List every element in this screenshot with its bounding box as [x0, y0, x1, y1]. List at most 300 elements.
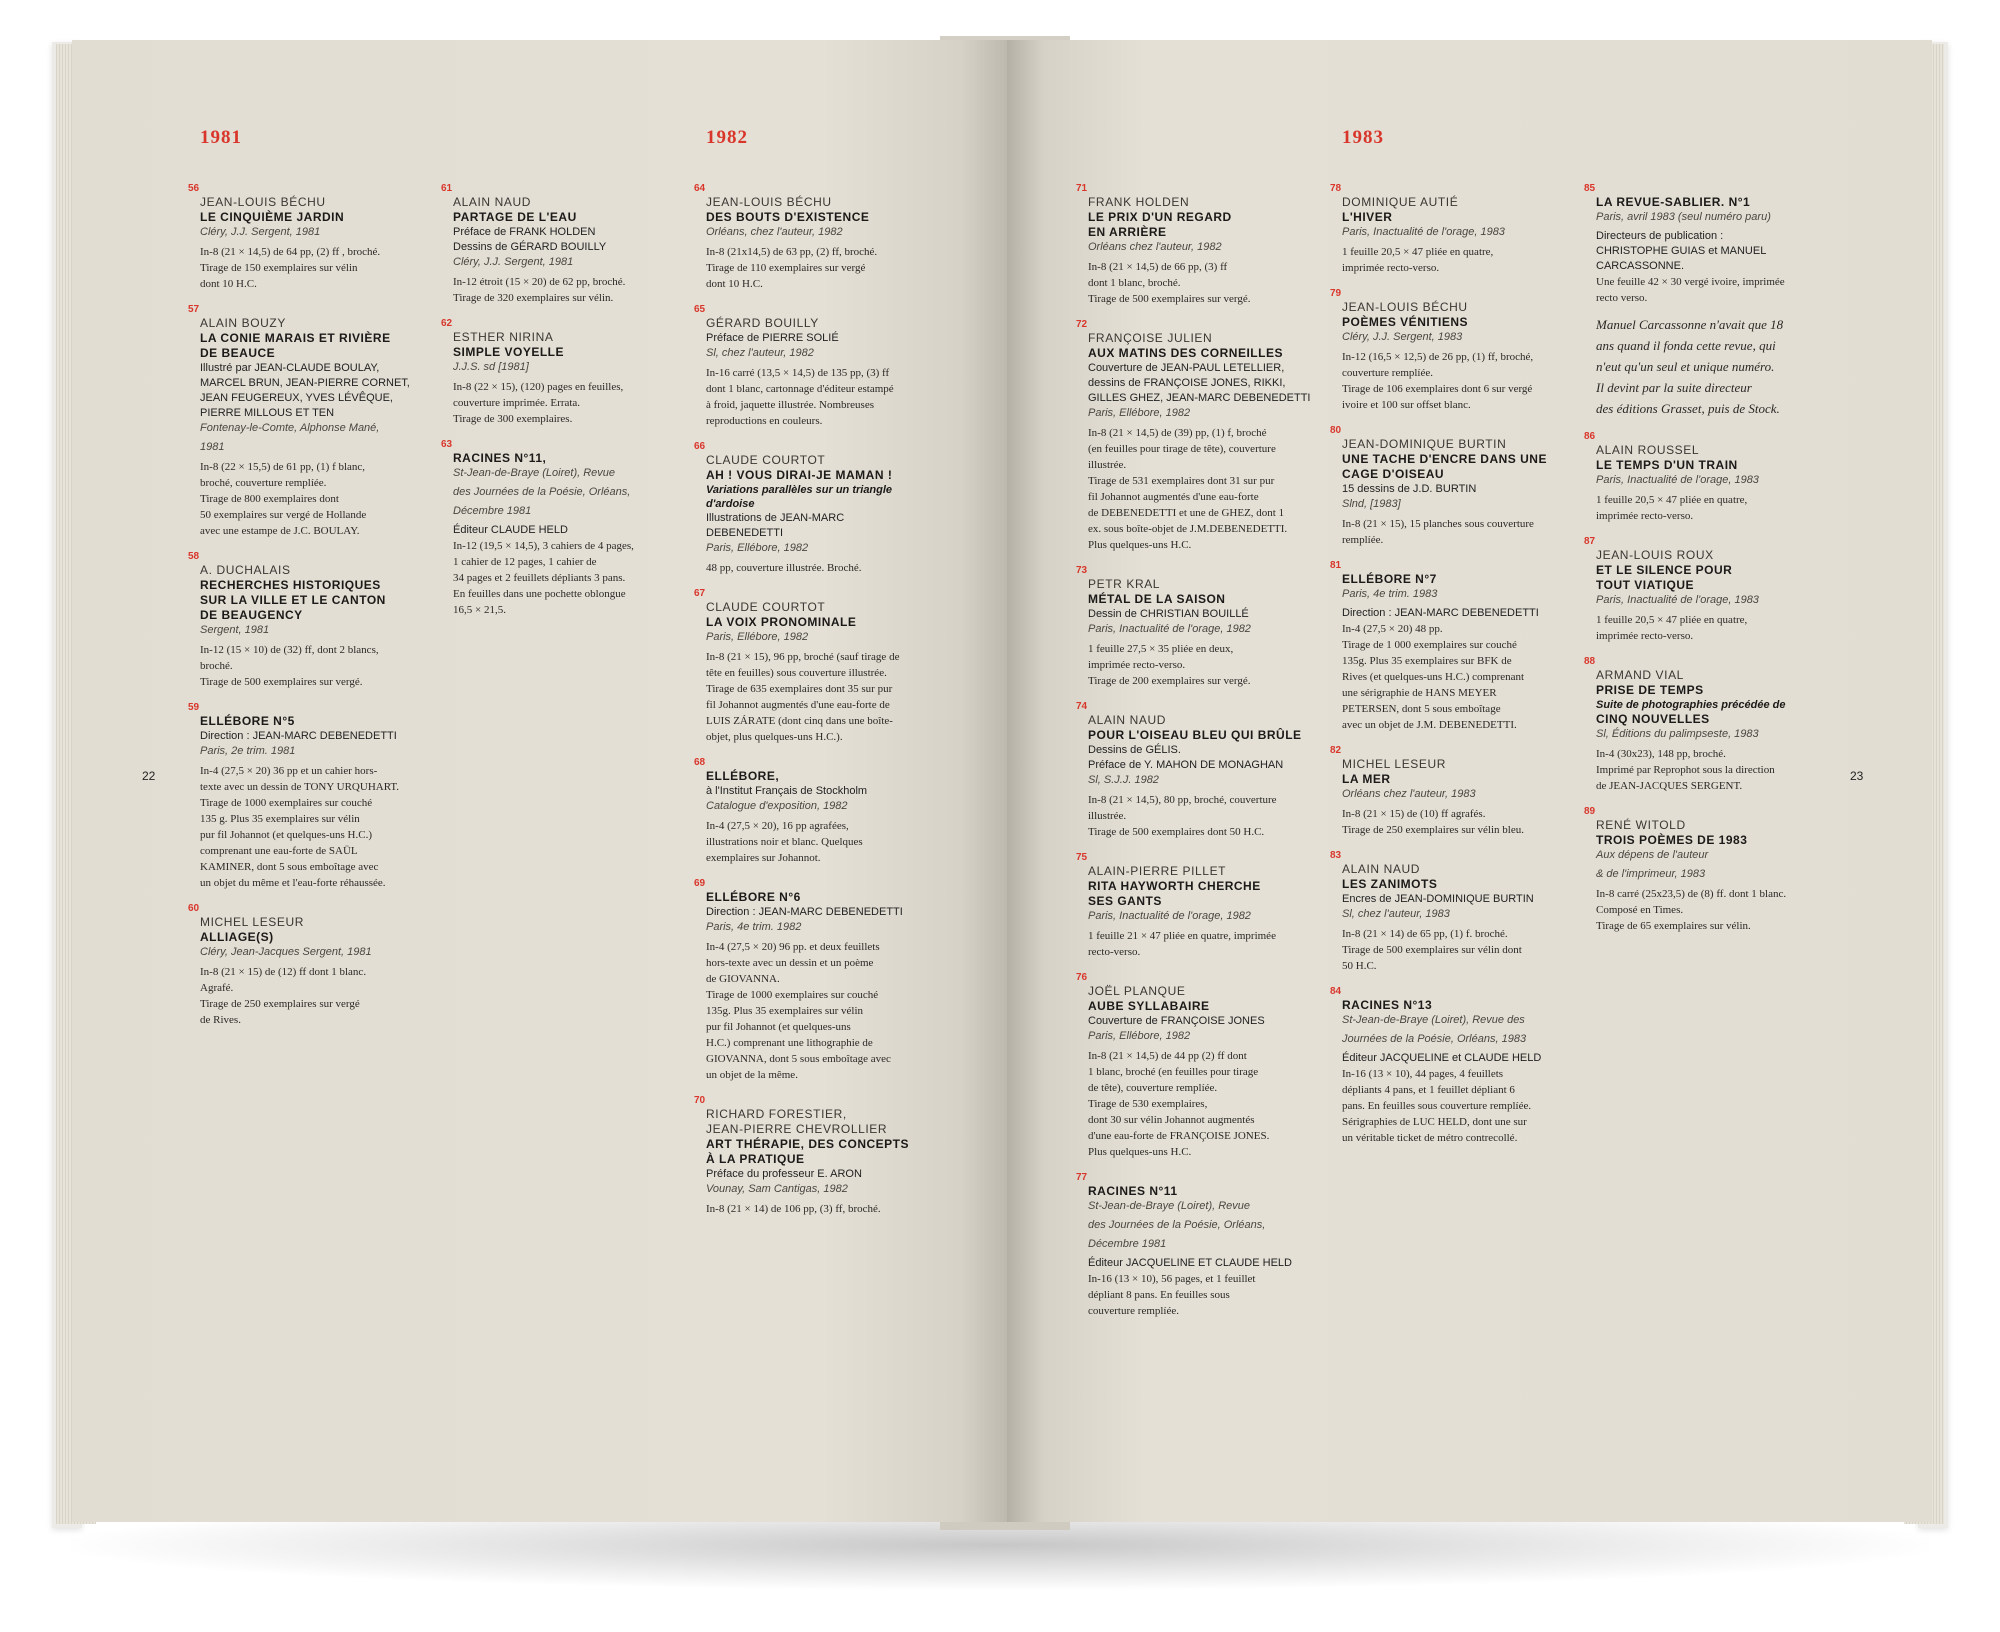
- entry-description: 50 exemplaires sur vergé de Hollande: [200, 509, 367, 521]
- catalogue-entry: [694, 588, 946, 745]
- entry-number: 69: [694, 878, 706, 889]
- entry-title: AUBE SYLLABAIRE: [1088, 999, 1210, 1013]
- entry-note-line: n'eut qu'un seul et unique numéro.: [1596, 359, 1775, 374]
- entry-number: 89: [1584, 806, 1596, 817]
- entry-description: 1 blanc, broché (en feuilles pour tirage: [1088, 1066, 1259, 1078]
- entry-note: [1596, 314, 1836, 419]
- entry-title: POUR L'OISEAU BLEU QUI BRÛLE: [1088, 728, 1302, 742]
- entry-description: In-8 (21 × 14,5) de (39) pp, (1) f, broché: [1088, 427, 1267, 439]
- entry-description: remplíée.: [1342, 534, 1384, 546]
- entry-credit: dessins de FRANÇOISE JONES, RIKKI,: [1088, 377, 1286, 389]
- entry-title: RECHERCHES HISTORIQUES: [200, 578, 381, 592]
- catalogue-entry: [694, 757, 946, 866]
- page-number-right: 23: [1850, 769, 1864, 783]
- entry-description: 135g. Plus 35 exemplaires sur BFK de: [1342, 655, 1512, 667]
- entry-author: DOMINIQUE AUTIÉ: [1342, 195, 1459, 209]
- entry-author: FRANK HOLDEN: [1088, 195, 1190, 209]
- entry-description: Tirage de 1 000 exemplaires sur couché: [1342, 639, 1517, 651]
- year-heading-1983: 1983: [1342, 127, 1384, 148]
- entry-description: In-8 (21 × 15) de (12) ff dont 1 blanc.: [200, 966, 367, 978]
- entry-description: Tirage de 110 exemplaires sur vergé: [706, 262, 866, 274]
- entry-number: 67: [694, 588, 706, 599]
- entry-credit: CARCASSONNE.: [1596, 260, 1685, 272]
- entry-title: SES GANTS: [1088, 894, 1162, 908]
- catalogue-entry: [1584, 656, 1836, 794]
- entry-description: In-8 (22 × 15,5) de 61 pp, (1) f blanc,: [200, 461, 366, 473]
- entry-subtitle: d'ardoise: [706, 498, 755, 510]
- entry-description: Tirage de 531 exemplaires dont 31 sur pur: [1088, 475, 1275, 487]
- entry-publication: Sl, chez l'auteur, 1983: [1342, 908, 1450, 920]
- entry-number: 88: [1584, 656, 1596, 667]
- entry-number: 60: [188, 903, 200, 914]
- entry-credit: GILLES GHEZ, JEAN-MARC DEBENEDETTI: [1088, 392, 1311, 404]
- entry-title: LA CONIE MARAIS ET RIVIÈRE: [200, 331, 391, 345]
- entry-author: MICHEL LESEUR: [1342, 757, 1447, 771]
- entry-number: 66: [694, 441, 706, 452]
- entry-publication: Paris, Inactualité de l'orage, 1982: [1088, 910, 1251, 922]
- catalogue-entry: [1330, 986, 1582, 1146]
- entry-description: In-4 (27,5 × 20) 36 pp et un cahier hors-: [200, 765, 378, 777]
- entry-description: reproductions en couleurs.: [706, 415, 823, 427]
- entry-title: TOUT VIATIQUE: [1596, 578, 1695, 592]
- entry-number: 77: [1076, 1172, 1088, 1183]
- entry-description: imprimée recto-verso.: [1088, 659, 1186, 671]
- entry-title: LE PRIX D'UN REGARD: [1088, 210, 1232, 224]
- entry-description: Tirage de 150 exemplaires sur vélin: [200, 262, 358, 274]
- page-number-left: 22: [142, 769, 156, 783]
- entry-credit: à l'Institut Français de Stockholm: [706, 785, 868, 797]
- column-6: [1584, 183, 1836, 946]
- entry-description: 135g. Plus 35 exemplaires sur vélin: [706, 1005, 864, 1017]
- entry-description: In-12 (19,5 × 14,5), 3 cahiers de 4 pages,: [453, 540, 634, 552]
- column-4: [1076, 183, 1328, 1331]
- catalogue-entry: [1584, 431, 1836, 524]
- entry-publication: Sl, Éditions du palimpseste, 1983: [1596, 728, 1759, 740]
- entry-description: recto-verso.: [1088, 946, 1141, 958]
- entry-author: PETR KRAL: [1088, 577, 1161, 591]
- catalogue-entry: [1330, 425, 1582, 548]
- entry-description: Tirage de 1000 exemplaires sur couché: [706, 989, 879, 1001]
- entry-description: KAMINER, dont 5 sous emboîtage avec: [200, 861, 379, 873]
- entry-author: ALAIN ROUSSEL: [1596, 443, 1700, 457]
- entry-description: 1 cahier de 12 pages, 1 cahier de: [453, 556, 597, 568]
- entry-publication: Paris, 2e trim. 1981: [200, 745, 296, 757]
- entry-description: couverture imprimée. Errata.: [453, 397, 581, 409]
- entry-publication: des Journées de la Poésie, Orléans,: [1088, 1219, 1266, 1231]
- entry-publication: Paris, Inactualité de l'orage, 1982: [1088, 623, 1251, 635]
- entry-description: In-12 (15 × 10) de (32) ff, dont 2 blancs,: [200, 644, 379, 656]
- entry-credit: MARCEL BRUN, JEAN-PIERRE CORNET,: [200, 377, 410, 389]
- entry-author: JEAN-PIERRE CHEVROLLIER: [706, 1122, 888, 1136]
- entry-title: ELLÉBORE N°7: [1342, 572, 1437, 586]
- entry-title: AH ! VOUS DIRAI-JE MAMAN !: [706, 468, 893, 482]
- catalogue-entry: [1076, 319, 1328, 553]
- entry-title: POÈMES VÉNITIENS: [1342, 315, 1469, 329]
- entry-description: exemplaires sur Johannot.: [706, 852, 821, 864]
- entry-description: Tirage de 500 exemplaires sur vergé.: [1088, 293, 1251, 305]
- entry-description: d'une eau-forte de FRANÇOISE JONES.: [1088, 1130, 1270, 1142]
- entry-author: RICHARD FORESTIER,: [706, 1107, 847, 1121]
- catalogue-entry: [188, 903, 440, 1028]
- entry-title: LA MER: [1342, 772, 1391, 786]
- entry-title: CAGE D'OISEAU: [1342, 467, 1445, 481]
- entry-description: Imprimé par Reprophot sous la direction: [1596, 764, 1775, 776]
- entry-credit: Direction : JEAN-MARC DEBENEDETTI: [200, 730, 397, 742]
- entry-title: EN ARRIÈRE: [1088, 225, 1167, 239]
- entry-description: de Rives.: [200, 1014, 241, 1026]
- entry-description: In-4 (27,5 × 20) 48 pp.: [1342, 623, 1443, 635]
- entry-description: Plus quelques-uns H.C.: [1088, 1146, 1192, 1158]
- entry-description: Sérigraphies de LUC HELD, dont une sur: [1342, 1116, 1527, 1128]
- entry-description: illustrée.: [1088, 810, 1127, 822]
- entry-description: Tirage de 250 exemplaires sur vélin bleu.: [1342, 824, 1524, 836]
- entry-description: Tirage de 250 exemplaires sur vergé: [200, 998, 360, 1010]
- entry-credit: Préface du professeur E. ARON: [706, 1168, 862, 1180]
- entry-publication: Décembre 1981: [453, 505, 532, 517]
- entry-author: JEAN-DOMINIQUE BURTIN: [1342, 437, 1507, 451]
- entry-description: un objet du même et l'eau-forte réhaussée.: [200, 877, 386, 889]
- entry-credit: Dessin de CHRISTIAN BOUILLÉ: [1088, 608, 1249, 620]
- entry-description: H.C.) comprenant une lithographie de: [706, 1037, 873, 1049]
- entry-description: GIOVANNA, dont 5 sous emboîtage avec: [706, 1053, 891, 1065]
- catalogue-entry: [694, 441, 946, 576]
- entry-publication: Paris, 4e trim. 1982: [706, 921, 802, 933]
- catalogue-entry: [694, 304, 946, 429]
- entry-description: PETERSEN, dont 5 sous emboîtage: [1342, 703, 1501, 715]
- catalogue-entry: [1330, 745, 1582, 838]
- entry-description: de DEBENEDETTI et une de GHEZ, dont 1: [1088, 507, 1285, 519]
- entry-credit: Dessins de GÉLIS.: [1088, 744, 1181, 756]
- entry-credit: Illustrations de JEAN-MARC: [706, 512, 845, 524]
- entry-number: 56: [188, 183, 200, 194]
- entry-description: Tirage de 320 exemplaires sur vélin.: [453, 292, 614, 304]
- entry-description: In-4 (27,5 × 20) 96 pp. et deux feuillets: [706, 941, 880, 953]
- entry-description: imprimée recto-verso.: [1596, 630, 1694, 642]
- year-heading-1982: 1982: [706, 127, 748, 148]
- entry-author: JEAN-LOUIS BÉCHU: [1342, 300, 1468, 314]
- catalogue-entry: [1330, 288, 1582, 413]
- entry-publication: Décembre 1981: [1088, 1238, 1167, 1250]
- entry-publication: Orléans chez l'auteur, 1982: [1088, 241, 1222, 253]
- entry-description: In-8 (21 × 15), 15 planches sous couverture: [1342, 518, 1534, 530]
- entry-description: Tirage de 200 exemplaires sur vergé.: [1088, 675, 1251, 687]
- entry-author: MICHEL LESEUR: [200, 915, 305, 929]
- entry-author: CLAUDE COURTOT: [706, 600, 826, 614]
- entry-description: imprimée recto-verso.: [1596, 510, 1694, 522]
- entry-description: illustrations noir et blanc. Quelques: [706, 836, 863, 848]
- entry-description: 1 feuille 20,5 × 47 pliée en quatre,: [1596, 614, 1748, 626]
- entry-credit: Éditeur CLAUDE HELD: [453, 524, 568, 536]
- entry-note-line: Il devint par la suite directeur: [1596, 380, 1752, 395]
- entry-publication: Paris, 4e trim. 1983: [1342, 588, 1438, 600]
- entry-publication: Sl, chez l'auteur, 1982: [706, 347, 814, 359]
- entry-title: CINQ NOUVELLES: [1596, 712, 1710, 726]
- entry-title: PARTAGE DE L'EAU: [453, 210, 577, 224]
- entry-number: 83: [1330, 850, 1342, 861]
- entry-publication: Orléans chez l'auteur, 1983: [1342, 788, 1476, 800]
- catalogue-entry: [441, 318, 693, 427]
- entry-credit: JEAN FEUGEREUX, YVES LÉVÊQUE,: [200, 392, 393, 404]
- entry-title: TROIS POÈMES DE 1983: [1596, 833, 1748, 847]
- entry-description: objet, plus quelques-uns H.C.).: [706, 731, 843, 743]
- entry-description: broché.: [200, 660, 233, 672]
- entry-author: ALAIN-PIERRE PILLET: [1088, 864, 1227, 878]
- entry-description: Tirage de 106 exemplaires dont 6 sur vergé: [1342, 383, 1533, 395]
- entry-publication: Aux dépens de l'auteur: [1596, 849, 1709, 861]
- entry-number: 68: [694, 757, 706, 768]
- entry-title: L'HIVER: [1342, 210, 1393, 224]
- entry-publication: Cléry, J.J. Sergent, 1983: [1342, 331, 1463, 343]
- catalogue-entry: [1076, 565, 1328, 689]
- catalogue-entry: [1584, 536, 1836, 644]
- entry-title: RACINES N°11,: [453, 451, 547, 465]
- entry-description: dont 1 blanc, broché.: [1088, 277, 1181, 289]
- entry-title: DE BEAUGENCY: [200, 608, 303, 622]
- entry-number: 65: [694, 304, 706, 315]
- entry-publication: 1981: [200, 441, 225, 453]
- entry-title: PRISE DE TEMPS: [1596, 683, 1704, 697]
- entry-publication: Cléry, Jean-Jacques Sergent, 1981: [200, 946, 372, 958]
- entry-note-line: des éditions Grasset, puis de Stock.: [1596, 401, 1780, 416]
- entry-description: 1 feuille 27,5 × 35 pliée en deux,: [1088, 643, 1234, 655]
- entry-author: ARMAND VIAL: [1596, 668, 1684, 682]
- catalogue-entry: [188, 702, 440, 891]
- entry-description: texte avec un dessin de TONY URQUHART.: [200, 781, 400, 793]
- entry-author: FRANÇOISE JULIEN: [1088, 331, 1213, 345]
- entry-number: 85: [1584, 183, 1596, 194]
- entry-number: 63: [441, 439, 453, 450]
- entry-title: LA REVUE-SABLIER. N°1: [1596, 195, 1751, 209]
- entry-description: Tirage de 800 exemplaires dont: [200, 493, 339, 505]
- entry-description: une sérigraphie de HANS MEYER: [1342, 687, 1497, 699]
- entry-title: RACINES N°13: [1342, 998, 1433, 1012]
- entry-title: ET LE SILENCE POUR: [1596, 563, 1733, 577]
- entry-title: UNE TACHE D'ENCRE DANS UNE: [1342, 452, 1547, 466]
- entry-author: CLAUDE COURTOT: [706, 453, 826, 467]
- entry-description: de JEAN-JACQUES SERGENT.: [1596, 780, 1743, 792]
- entry-description: pur fil Johannot (et quelques-uns: [706, 1021, 851, 1033]
- entry-description: In-8 carré (25x23,5) de (8) ff. dont 1 blanc.: [1596, 888, 1787, 900]
- entry-description: couverture remplíée.: [1342, 367, 1434, 379]
- entry-author: ALAIN NAUD: [1088, 713, 1167, 727]
- entry-description: hors-texte avec un dessin et un poème: [706, 957, 874, 969]
- entry-description: un véritable ticket de métro contrecollé.: [1342, 1132, 1518, 1144]
- entry-description: Tirage de 300 exemplaires.: [453, 413, 573, 425]
- entry-description: 48 pp, couverture illustrée. Broché.: [706, 562, 862, 574]
- entry-description: couverture remplíée.: [1088, 1305, 1180, 1317]
- entry-publication: Cléry, J.J. Sergent, 1981: [453, 256, 574, 268]
- entry-description: 1 feuille 20,5 × 47 pliée en quatre,: [1342, 246, 1494, 258]
- entry-description: 1 feuille 21 × 47 pliée en quatre, imprimée: [1088, 930, 1276, 942]
- entry-title: RITA HAYWORTH CHERCHE: [1088, 879, 1261, 893]
- entry-credit: Éditeur JACQUELINE ET CLAUDE HELD: [1088, 1257, 1292, 1269]
- entry-description: LUIS ZÁRATE (dont cinq dans une boîte-: [706, 715, 893, 727]
- entry-description: un objet de la même.: [706, 1069, 798, 1081]
- entry-title: LE CINQUIÈME JARDIN: [200, 210, 345, 224]
- catalogue-entry: [1076, 1172, 1328, 1319]
- entry-number: 57: [188, 304, 200, 315]
- entry-credit: 15 dessins de J.D. BURTIN: [1342, 483, 1477, 495]
- entry-publication: Journées de la Poésie, Orléans, 1983: [1342, 1033, 1527, 1045]
- entry-publication: Cléry, J.J. Sergent, 1981: [200, 226, 321, 238]
- entry-credit: Couverture de FRANÇOISE JONES: [1088, 1015, 1265, 1027]
- entry-publication: Paris, Ellébore, 1982: [706, 542, 809, 554]
- entry-description: de GIOVANNA.: [706, 973, 780, 985]
- entry-publication: Paris, Ellébore, 1982: [1088, 407, 1191, 419]
- catalogue-entry: [694, 878, 946, 1083]
- entry-description: In-8 (21x14,5) de 63 pp, (2) ff, broché.: [706, 246, 878, 258]
- entry-author: GÉRARD BOUILLY: [706, 316, 819, 330]
- entry-number: 72: [1076, 319, 1088, 330]
- entry-description: ex. sous boîte-objet de J.M.DEBENEDETTI.: [1088, 523, 1288, 535]
- entry-description: 16,5 × 21,5.: [453, 604, 506, 616]
- entry-publication: Sl, S.J.J. 1982: [1088, 774, 1159, 786]
- entry-author: JEAN-LOUIS ROUX: [1596, 548, 1714, 562]
- entry-author: JOËL PLANQUE: [1088, 984, 1186, 998]
- entry-number: 76: [1076, 972, 1088, 983]
- entry-description: à froid, jaquette illustrée. Nombreuses: [706, 399, 875, 411]
- entry-number: 84: [1330, 986, 1342, 997]
- entry-publication: & de l'imprimeur, 1983: [1596, 868, 1706, 880]
- entry-description: Tirage de 500 exemplaires sur vergé.: [200, 676, 363, 688]
- column-2: [441, 183, 693, 630]
- entry-author: A. DUCHALAIS: [200, 563, 291, 577]
- entry-description: fil Johannot augmentés d'une eau-forte: [1088, 491, 1259, 503]
- entry-description: Tirage de 1000 exemplaires sur couché: [200, 797, 373, 809]
- entry-description: In-8 (21 × 14,5) de 44 pp (2) ff dont: [1088, 1050, 1247, 1062]
- entry-description: comprenant une eau-forte de SAÜL: [200, 845, 358, 857]
- entry-description: In-8 (21 × 14) de 106 pp, (3) ff, broché.: [706, 1203, 881, 1215]
- catalogue-entry: [1584, 806, 1836, 934]
- entry-title: LES ZANIMOTS: [1342, 877, 1438, 891]
- catalogue-entry: [694, 1095, 946, 1217]
- entry-description: recto verso.: [1596, 292, 1648, 304]
- entry-title: ALLIAGE(S): [200, 930, 274, 944]
- entry-description: In-8 (21 × 14,5), 80 pp, broché, couverture: [1088, 794, 1277, 806]
- entry-description: pans. En feuilles sous couverture remplíée.: [1342, 1100, 1532, 1112]
- entry-number: 86: [1584, 431, 1596, 442]
- catalogue-entry: [188, 304, 440, 539]
- catalogue-entry: [441, 183, 693, 306]
- entry-credit: Préface de FRANK HOLDEN: [453, 226, 596, 238]
- entry-credit: Encres de JEAN-DOMINIQUE BURTIN: [1342, 893, 1534, 905]
- entry-description: dépliants 4 pans, et 1 feuillet dépliant 6: [1342, 1084, 1515, 1096]
- entry-description: In-4 (30x23), 148 pp, broché.: [1596, 748, 1726, 760]
- entry-description: de tête), couverture remplíée.: [1088, 1082, 1218, 1094]
- entry-number: 81: [1330, 560, 1342, 571]
- entry-description: In-8 (21 × 15), 96 pp, broché (sauf tirage de: [706, 651, 900, 663]
- entry-number: 61: [441, 183, 453, 194]
- entry-description: Tirage de 65 exemplaires sur vélin.: [1596, 920, 1751, 932]
- entry-publication: Sergent, 1981: [200, 624, 270, 636]
- year-heading-1981: 1981: [200, 127, 242, 148]
- entry-publication: Paris, Inactualité de l'orage, 1983: [1342, 226, 1505, 238]
- entry-description: broché, couverture remplíée.: [200, 477, 327, 489]
- entry-publication: St-Jean-de-Braye (Loiret), Revue: [1088, 1200, 1251, 1212]
- entry-title: SUR LA VILLE ET LE CANTON: [200, 593, 386, 607]
- entry-description: Une feuille 42 × 30 vergé ivoire, imprimée: [1596, 276, 1785, 288]
- entry-author: JEAN-LOUIS BÉCHU: [706, 195, 832, 209]
- entry-publication: Vounay, Sam Cantigas, 1982: [706, 1183, 848, 1195]
- entry-description: Tirage de 530 exemplaires,: [1088, 1098, 1208, 1110]
- entry-title: ELLÉBORE,: [706, 769, 780, 783]
- entry-publication: Paris, Inactualité de l'orage, 1983: [1596, 594, 1759, 606]
- entry-title: ELLÉBORE N°5: [200, 714, 295, 728]
- entry-title: LE TEMPS D'UN TRAIN: [1596, 458, 1738, 472]
- entry-description: In-8 (21 × 14,5) de 66 pp, (3) ff: [1088, 261, 1228, 273]
- entry-description: pur fil Johannot (et quelques-uns H.C.): [200, 829, 372, 841]
- catalogue-entry: [1330, 850, 1582, 974]
- catalogue-entry: [441, 439, 693, 618]
- entry-number: 79: [1330, 288, 1342, 299]
- entry-author: RENÉ WITOLD: [1596, 818, 1686, 832]
- entry-description: In-16 carré (13,5 × 14,5) de 135 pp, (3) ff: [706, 367, 890, 379]
- entry-number: 71: [1076, 183, 1088, 194]
- entry-number: 70: [694, 1095, 706, 1106]
- entry-author: ALAIN NAUD: [1342, 862, 1421, 876]
- entry-description: avec une estampe de J.C. BOULAY.: [200, 525, 360, 537]
- entry-number: 80: [1330, 425, 1342, 436]
- entry-credit: PIERRE MILLOUS ET TEN: [200, 407, 335, 419]
- entry-publication: St-Jean-de-Braye (Loiret), Revue des: [1342, 1014, 1525, 1026]
- entry-publication: J.J.S. sd [1981]: [453, 361, 529, 373]
- entry-description: dont 30 sur vélin Johannot augmentés: [1088, 1114, 1255, 1126]
- entry-publication: St-Jean-de-Braye (Loiret), Revue: [453, 467, 616, 479]
- entry-publication: Catalogue d'exposition, 1982: [706, 800, 848, 812]
- entry-description: In-8 (21 × 15) de (10) ff agrafés.: [1342, 808, 1486, 820]
- entry-description: In-4 (27,5 × 20), 16 pp agrafées,: [706, 820, 849, 832]
- catalogue-entry: [1330, 560, 1582, 733]
- entry-number: 87: [1584, 536, 1596, 547]
- catalogue-entry: [694, 183, 946, 292]
- entry-title: SIMPLE VOYELLE: [453, 345, 565, 359]
- entry-title: MÉTAL DE LA SAISON: [1088, 592, 1226, 606]
- catalogue-entry: [1076, 972, 1328, 1160]
- entry-credit: Direction : JEAN-MARC DEBENEDETTI: [706, 906, 903, 918]
- entry-description: In-16 (13 × 10), 56 pages, et 1 feuillet: [1088, 1273, 1256, 1285]
- entry-number: 62: [441, 318, 453, 329]
- entry-description: 34 pages et 2 feuillets dépliants 3 pans.: [453, 572, 626, 584]
- entry-number: 64: [694, 183, 706, 194]
- entry-description: In-8 (21 × 14,5) de 64 pp, (2) ff , broché.: [200, 246, 381, 258]
- entry-number: 78: [1330, 183, 1342, 194]
- entry-credit: Dessins de GÉRARD BOUILLY: [453, 241, 607, 253]
- entry-description: dont 1 blanc, cartonnage d'éditeur estampé: [706, 383, 894, 395]
- entry-number: 75: [1076, 852, 1088, 863]
- entry-credit: DEBENEDETTI: [706, 527, 784, 539]
- entry-credit: Préface de Y. MAHON DE MONAGHAN: [1088, 759, 1284, 771]
- entry-author: ALAIN BOUZY: [200, 316, 286, 330]
- entry-description: Plus quelques-uns H.C.: [1088, 539, 1192, 551]
- entry-title: DES BOUTS D'EXISTENCE: [706, 210, 870, 224]
- entry-description: En feuilles dans une pochette oblongue: [453, 588, 626, 600]
- entry-description: In-8 (21 × 14) de 65 pp, (1) f. broché.: [1342, 928, 1508, 940]
- entry-title: AUX MATINS DES CORNEILLES: [1088, 346, 1283, 360]
- entry-description: illustrée.: [1088, 459, 1127, 471]
- entry-note-line: Manuel Carcassonne n'avait que 18: [1596, 317, 1784, 332]
- entry-title: LA VOIX PRONOMINALE: [706, 615, 857, 629]
- entry-description: avec un objet de J.M. DEBENEDETTI.: [1342, 719, 1517, 731]
- entry-publication: Fontenay-le-Comte, Alphonse Mané,: [200, 422, 380, 434]
- entry-description: tête en feuilles) sous couverture illustrée.: [706, 667, 887, 679]
- entry-number: 58: [188, 551, 200, 562]
- entry-credit: Préface de PIERRE SOLIÉ: [706, 332, 839, 344]
- entry-description: dont 10 H.C.: [706, 278, 763, 290]
- entry-description: dépliant 8 pans. En feuilles sous: [1088, 1289, 1230, 1301]
- column-3: [694, 183, 946, 1229]
- entry-description: Rives (et quelques-uns H.C.) comprenant: [1342, 671, 1525, 683]
- entry-author: JEAN-LOUIS BÉCHU: [200, 195, 326, 209]
